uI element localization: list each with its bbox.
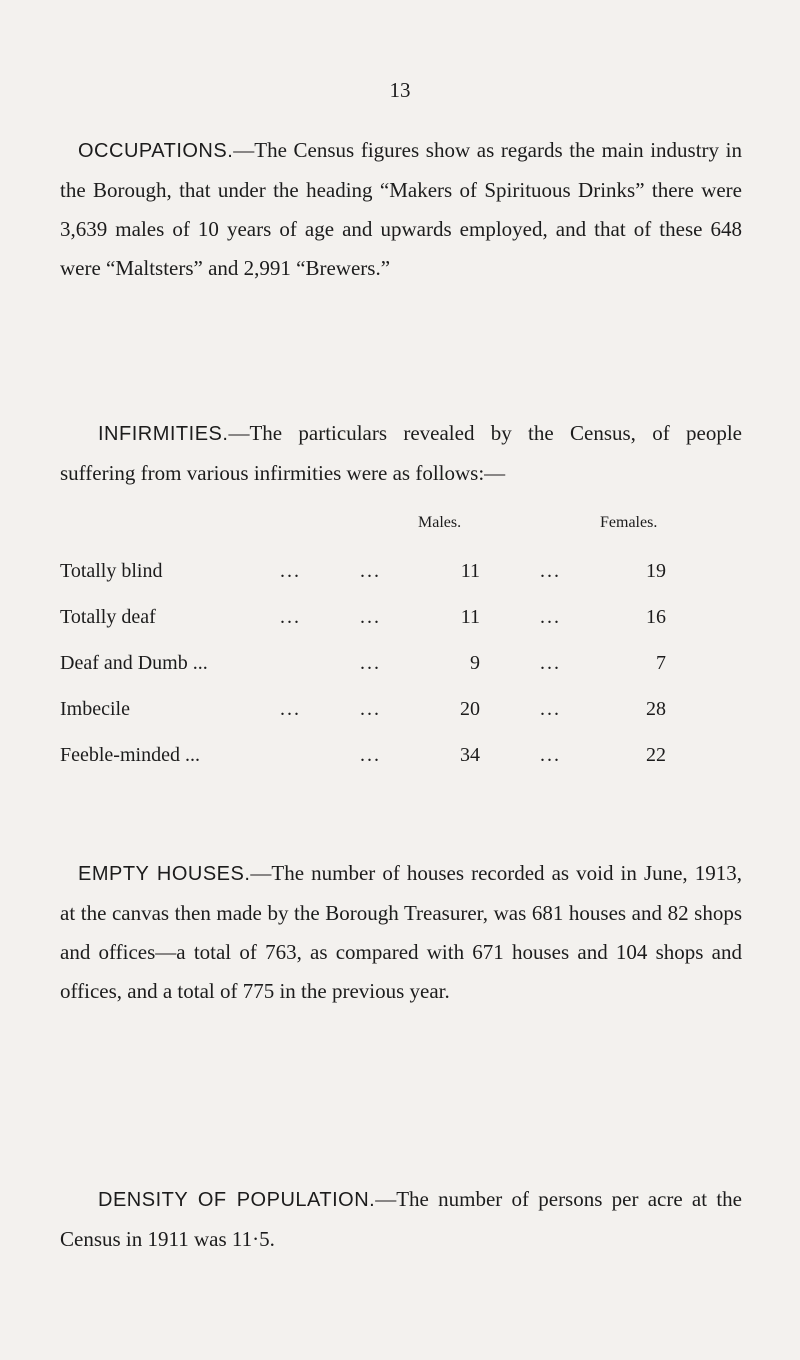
leader-dots: ... [540, 560, 561, 582]
infirmities-text: —The particulars revealed by the Census, of people suffering from various infirmities were as follows:— [60, 421, 742, 485]
males-value: 11 [460, 606, 480, 628]
leader-dots: ... [540, 698, 561, 720]
leader-dots: ... [540, 652, 561, 674]
row-label: Deaf and Dumb ... [60, 652, 208, 674]
empty-houses-heading: EMPTY HOUSES. [78, 863, 251, 885]
occupations-paragraph [60, 131, 742, 288]
table-row [60, 606, 760, 652]
table-header [60, 514, 760, 544]
leader-dots: ... [540, 606, 561, 628]
table-row [60, 652, 760, 698]
page-number: 13 [389, 78, 411, 102]
occupations-heading: OCCUPATIONS. [78, 140, 234, 162]
males-column-header: Males. [418, 514, 462, 531]
row-label: Feeble-minded ... [60, 744, 200, 766]
row-label: Imbecile [60, 698, 130, 720]
females-column-header: Females. [600, 514, 658, 531]
females-value: 28 [646, 698, 666, 720]
infirmities-table [60, 514, 760, 790]
density-text: —The number of persons per acre at the Census in 1911 was 11·5. [60, 1187, 742, 1251]
males-value: 34 [460, 744, 480, 766]
leader-dots: ... [280, 698, 301, 720]
males-value: 11 [460, 560, 480, 582]
males-value: 9 [470, 652, 480, 674]
density-paragraph [60, 1180, 742, 1259]
empty-houses-text: —The number of houses recorded as void in June, 1913, at the canvas then made by the Borough Treasurer, was 681 houses and 82 shops and offices—a total of 763, as compared with 671 houses and 104 shops and offices, and a total of 775 in the previous year. [60, 861, 742, 1003]
table-row [60, 698, 760, 744]
leader-dots: ... [280, 606, 301, 628]
row-label: Totally blind [60, 560, 163, 582]
empty-houses-paragraph [60, 854, 742, 1011]
table-row [60, 744, 760, 790]
leader-dots: ... [360, 744, 381, 766]
infirmities-heading: INFIRMITIES. [98, 423, 229, 445]
row-label: Totally deaf [60, 606, 156, 628]
density-heading: DENSITY OF POPULATION. [98, 1189, 376, 1211]
females-value: 22 [646, 744, 666, 766]
females-value: 16 [646, 606, 666, 628]
leader-dots: ... [360, 560, 381, 582]
leader-dots: ... [280, 560, 301, 582]
infirmities-paragraph [60, 414, 742, 493]
occupations-text: —The Census figures show as regards the main industry in the Borough, that under the heading “Makers of Spirituous Drinks” there were 3,639 males of 10 years of age and upwards employed, and that of these 648 were “Maltsters” and 2,991 “Brewers.” [60, 138, 742, 280]
leader-dots: ... [360, 606, 381, 628]
males-value: 20 [460, 698, 480, 720]
table-row [60, 560, 760, 606]
females-value: 19 [646, 560, 666, 582]
leader-dots: ... [360, 698, 381, 720]
females-value: 7 [656, 652, 666, 674]
leader-dots: ... [540, 744, 561, 766]
leader-dots: ... [360, 652, 381, 674]
